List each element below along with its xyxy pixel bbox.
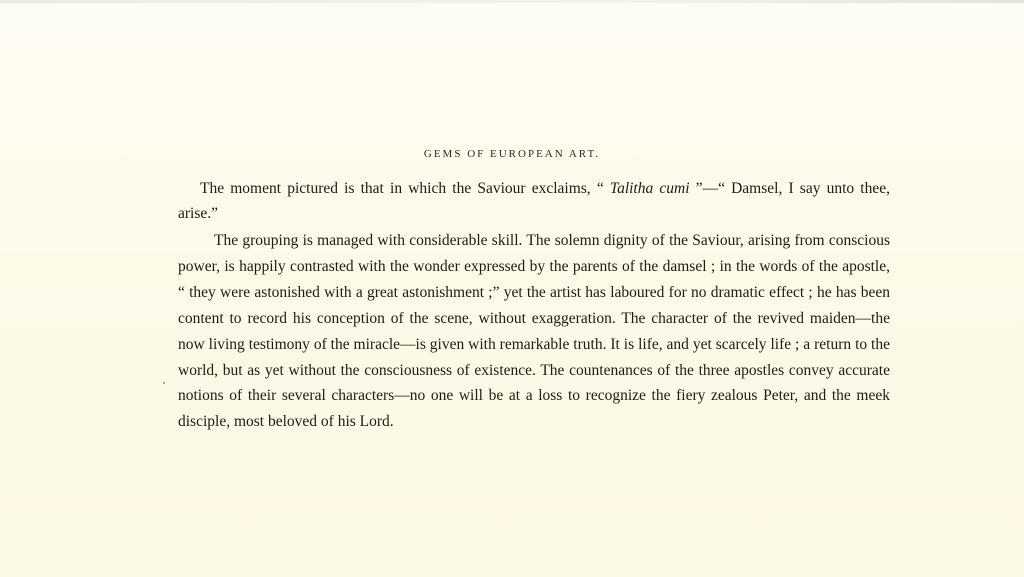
paragraph-1-text-start: The moment pictured is that in which the Saviour exclaims, “ <box>200 180 610 197</box>
running-head: GEMS OF EUROPEAN ART. <box>423 148 601 160</box>
body-text <box>178 176 890 435</box>
paragraph-2-text: The grouping is managed with considerable skill. The solemn dignity of the Saviour, arising from conscious power, is happily contrasted with the wonder expressed by the parents of the damsel ; in the words of the apostle, “ they were astonished with a great astonishment ;” yet the artist has laboured for no dramatic effect ; he has been content to record his conception of the scene, without exaggeration. The character of the revived maiden—the now living testimony of the miracle—is given with remarkable truth. It is life, and yet scarcely life ; a return to the world, but as yet without the consciousness of existence. The countenances of the three apostles convey accurate notions of their several characters—no one will be at a loss to recognize the fiery zealous Peter, and the meek disciple, most beloved of his Lord. <box>178 232 890 431</box>
paragraph-1-text-end: ”—“ Damsel, I say unto thee, arise.” <box>178 180 890 222</box>
paragraph-2 <box>178 228 890 435</box>
italic-phrase: Talitha cumi <box>609 180 690 197</box>
page-top-edge <box>0 0 1024 3</box>
paragraph-1 <box>178 176 890 226</box>
paper-speck <box>163 382 165 384</box>
